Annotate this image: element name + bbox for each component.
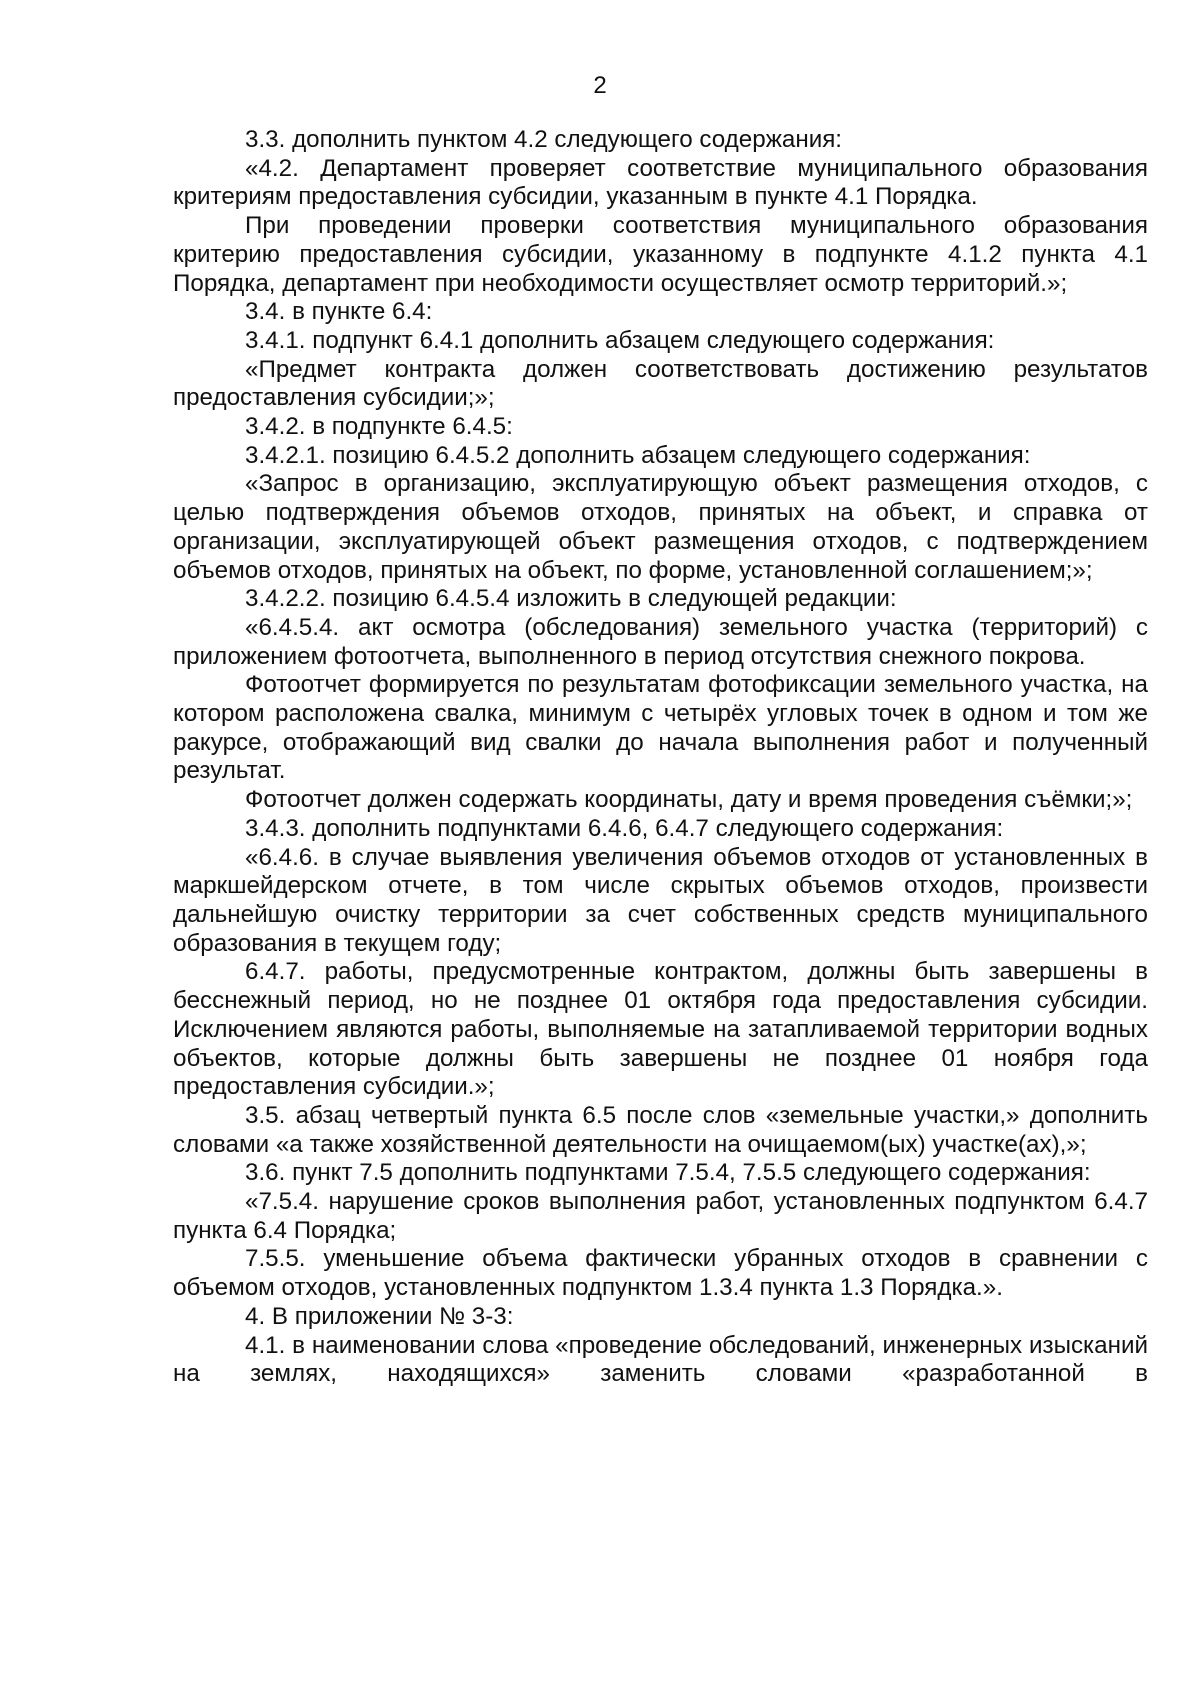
paragraph: 3.4.2. в подпункте 6.4.5: <box>245 413 513 441</box>
paragraph: Фотоотчет должен содержать координаты, дату и время проведения съёмки;»; <box>245 786 1133 814</box>
paragraph: «7.5.4. нарушение сроков выполнения работ, установленных подпунктом 6.4.7 пункта 6.4 Порядка; <box>173 1188 1148 1244</box>
paragraph: 3.6. пункт 7.5 дополнить подпунктами 7.5.4, 7.5.5 следующего содержания: <box>245 1159 1091 1187</box>
paragraph: «4.2. Департамент проверяет соответствие муниципального образования критериям предоставления субсидии, указанным в пункте 4.1 Порядка. <box>173 154 1148 211</box>
paragraph: «Запрос в организацию, эксплуатирующую объект размещения отходов, с целью подтверждения объемов отходов, принятых на объект, и справка от организации, эксплуатирующей объект размещения отходов, с подтверждением объемов отходов, принятых на объект, по форме, установленной соглашением;»; <box>173 470 1148 584</box>
paragraph: «6.4.6. в случае выявления увеличения объемов отходов от установленных в маркшейдерском отчете, в том числе скрытых объемов отходов, произвести дальнейшую очистку территории за счет собственных средств муниципального образования в текущем году; <box>173 843 1148 957</box>
paragraph: 4. В приложении № 3-3: <box>245 1302 514 1330</box>
paragraph: Фотоотчет формируется по результатам фотофиксации земельного участка, на котором расположена свалка, минимум с четырёх угловых точек в одном и том же ракурсе, отображающий вид свалки до начала выполнения работ и полученный результат. <box>173 671 1148 785</box>
paragraph: 3.4.3. дополнить подпунктами 6.4.6, 6.4.7 следующего содержания: <box>245 814 1004 842</box>
document-body <box>173 126 1148 1389</box>
paragraph: 6.4.7. работы, предусмотренные контрактом, должны быть завершены в бесснежный период, но не позднее 01 октября года предоставления субсидии. Исключением являются работы, выполняемые на затапливаемой территории водных объектов, которые должны быть завершены не позднее 01 ноября года предоставления субсидии.»; <box>173 958 1148 1101</box>
paragraph: «6.4.5.4. акт осмотра (обследования) земельного участка (территорий) с приложением фотоотчета, выполненного в период отсутствия снежного покрова. <box>173 613 1148 670</box>
paragraph: «Предмет контракта должен соответствовать достижению результатов предоставления субсидии;»; <box>173 355 1148 412</box>
paragraph: 4.1. в наименовании слова «проведение обследований, инженерных изысканий на землях, находящихся» заменить словами «разработанной в <box>173 1331 1148 1388</box>
paragraph: 3.4. в пункте 6.4: <box>245 298 433 326</box>
paragraph: При проведении проверки соответствия муниципального образования критерию предоставления субсидии, указанному в подпункте 4.1.2 пункта 4.1 Порядка, департамент при необходимости осуществляет осмотр территорий.»; <box>173 212 1148 297</box>
paragraph: 3.5. абзац четвертый пункта 6.5 после слов «земельные участки,» дополнить словами «а также хозяйственной деятельности на очищаемом(ых) участке(ах),»; <box>173 1101 1148 1158</box>
paragraph: 3.3. дополнить пунктом 4.2 следующего содержания: <box>245 126 843 153</box>
paragraph: 3.4.2.2. позицию 6.4.5.4 изложить в следующей редакции: <box>245 585 897 613</box>
paragraph: 3.4.2.1. позицию 6.4.5.2 дополнить абзацем следующего содержания: <box>245 441 1031 469</box>
page-number: 2 <box>593 72 607 99</box>
paragraph: 3.4.1. подпункт 6.4.1 дополнить абзацем следующего содержания: <box>245 326 995 354</box>
paragraph: 7.5.5. уменьшение объема фактически убранных отходов в сравнении с объемом отходов, установленных подпунктом 1.3.4 пункта 1.3 Порядка.». <box>173 1245 1148 1302</box>
